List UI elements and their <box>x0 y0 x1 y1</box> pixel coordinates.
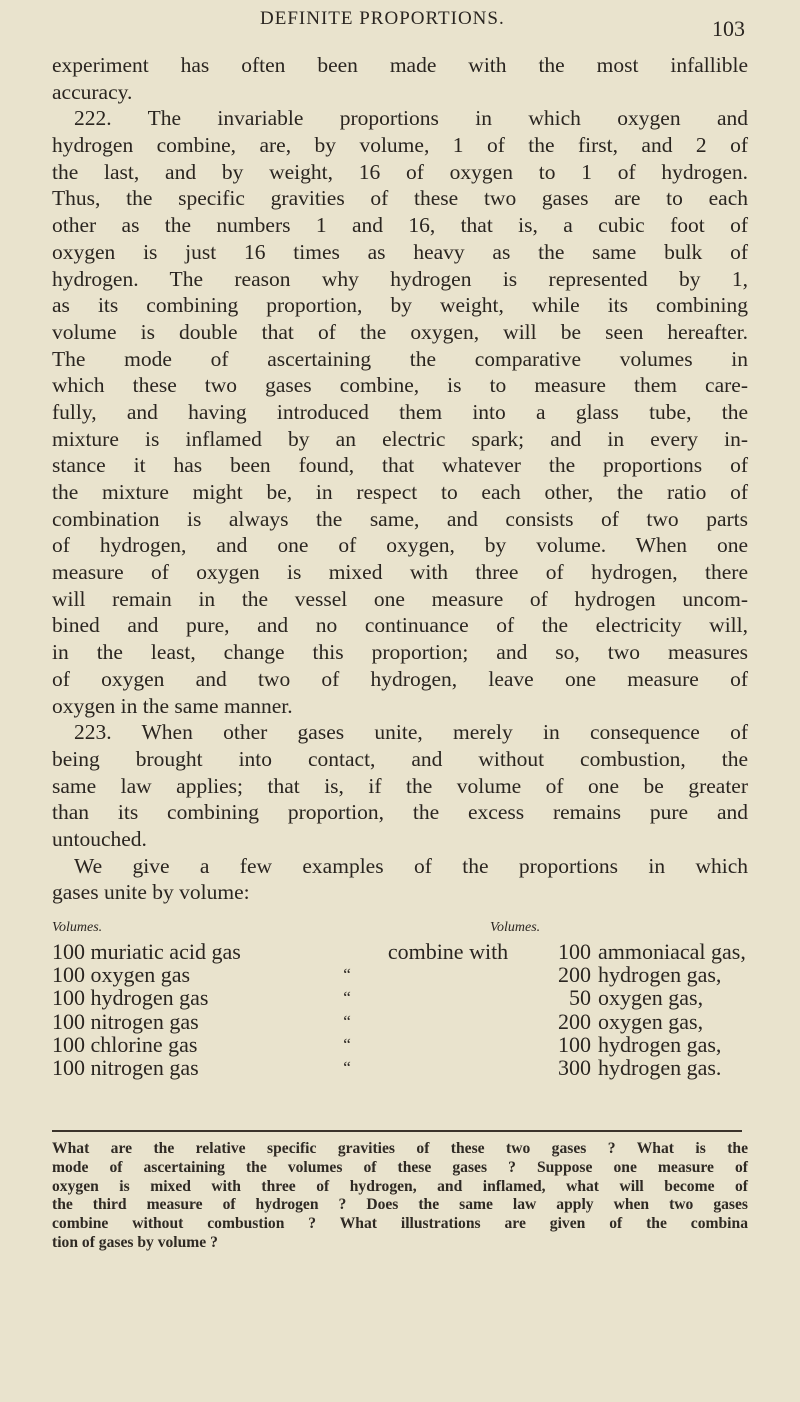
text-line: untouched. <box>52 826 147 851</box>
text-line: 223. When other gases unite, merely in consequence of <box>74 720 748 745</box>
text-line: same law applies; that is, if the volume of one be greater <box>52 773 748 798</box>
gas-left: 100 muriatic acid gas <box>52 939 241 964</box>
gas-left: 100 nitrogen gas <box>52 1054 199 1080</box>
text-line: combination is always the same, and consists of two parts <box>52 506 748 531</box>
text-line: accuracy. <box>52 79 133 104</box>
volume-right: 300 <box>558 1054 591 1080</box>
table-row <box>52 986 752 1009</box>
gas-right: oxygen gas, <box>598 1008 704 1034</box>
gas-left: 100 oxygen gas <box>52 962 191 988</box>
column-heading-volumes-right: Volumes. <box>490 920 541 935</box>
text-line: hydrogen combine, are, by volume, 1 of the first, and 2 of <box>52 133 748 158</box>
text-line: in the least, change this proportion; and so, two measures <box>52 640 748 665</box>
volume-right: 100 <box>558 1031 591 1057</box>
gas-left: 100 chlorine gas <box>52 1031 198 1057</box>
gas-left: 100 hydrogen gas <box>52 985 209 1011</box>
text-line: We give a few examples of the proportions in which <box>74 853 748 878</box>
gas-right: hydrogen gas. <box>598 1054 722 1080</box>
gas-right: hydrogen gas, <box>598 962 722 988</box>
text-line: will remain in the vessel one measure of hydrogen uncom- <box>52 586 748 611</box>
text-line: volume is double that of the oxygen, will be seen hereafter. <box>52 319 748 344</box>
text-line: gases unite by volume: <box>52 880 250 905</box>
text-line: oxygen is just 16 times as heavy as the same bulk of <box>52 239 748 264</box>
table-row <box>52 1056 752 1079</box>
ditto-mark: “ <box>343 1057 351 1077</box>
text-line: bined and pure, and no continuance of the electricity will, <box>52 613 748 638</box>
page-number: 103 <box>712 16 745 41</box>
question-line: tion of gases by volume ? <box>52 1233 218 1251</box>
ditto-mark: “ <box>343 965 351 985</box>
text-line: measure of oxygen is mixed with three of hydrogen, there <box>52 560 748 585</box>
text-line: 222. The invariable proportions in which oxygen and <box>74 106 748 131</box>
gas-right: oxygen gas, <box>598 985 704 1011</box>
table-row <box>52 940 752 963</box>
text-line: which these two gases combine, is to measure them care- <box>52 373 748 398</box>
body-text <box>52 52 748 906</box>
question-line: What are the relative specific gravities of these two gases ? What is the <box>52 1140 748 1157</box>
column-heading-volumes-left: Volumes. <box>52 920 103 935</box>
question-line: combine without combustion ? What illustrations are given of the combina <box>52 1215 748 1233</box>
gas-right: ammoniacal gas, <box>598 939 746 964</box>
page-header <box>0 8 800 41</box>
text-line: oxygen in the same manner. <box>52 693 293 718</box>
text-line: the mixture might be, in respect to each other, the ratio of <box>52 480 748 504</box>
ditto-mark: “ <box>343 1011 351 1031</box>
text-line: of hydrogen, and one of oxygen, by volume. When one <box>52 533 748 558</box>
question-line: the third measure of hydrogen ? Does the same law apply when two gases <box>52 1196 748 1214</box>
text-line: mixture is inflamed by an electric spark; and in every in- <box>52 426 748 451</box>
running-title: DEFINITE PROPORTIONS. <box>260 8 505 29</box>
text-line: The mode of ascertaining the comparative volumes in <box>52 346 748 371</box>
text-line: experiment has often been made with the most infallible <box>52 53 748 77</box>
text-line: than its combining proportion, the excess remains pure and <box>52 800 748 825</box>
table-row <box>52 1033 752 1056</box>
text-line: the last, and by weight, 16 of oxygen to 1 of hydrogen. <box>52 159 748 184</box>
review-questions <box>52 1140 748 1253</box>
volume-right: 200 <box>558 962 591 988</box>
gas-right: hydrogen gas, <box>598 1031 722 1057</box>
volume-right: 200 <box>558 1008 591 1034</box>
question-line: mode of ascertaining the volumes of these gases ? Suppose one measure of <box>52 1158 748 1176</box>
ditto-mark: “ <box>343 988 351 1008</box>
table-row <box>52 1010 752 1033</box>
combine-with-text: combine with <box>387 939 509 964</box>
text-line: fully, and having introduced them into a glass tube, the <box>52 399 748 424</box>
gas-left: 100 nitrogen gas <box>52 1008 199 1034</box>
volume-right: 50 <box>569 985 591 1011</box>
text-line: of oxygen and two of hydrogen, leave one measure of <box>52 666 748 691</box>
text-line: other as the numbers 1 and 16, that is, a cubic foot of <box>52 213 748 238</box>
text-line: being brought into contact, and without combustion, the <box>52 746 748 771</box>
volume-right: 100 <box>558 939 591 964</box>
text-line: hydrogen. The reason why hydrogen is represented by 1, <box>52 266 748 291</box>
table-row <box>52 963 752 986</box>
text-line: stance it has been found, that whatever the proportions of <box>52 453 748 478</box>
question-line: oxygen is mixed with three of hydrogen, and inflamed, what will become of <box>52 1177 748 1195</box>
divider-rule <box>52 1130 742 1132</box>
text-line: Thus, the specific gravities of these two gases are to each <box>52 186 748 211</box>
gas-volume-table <box>52 940 752 1079</box>
ditto-mark: “ <box>343 1034 351 1054</box>
text-line: as its combining proportion, by weight, while its combining <box>52 293 748 318</box>
